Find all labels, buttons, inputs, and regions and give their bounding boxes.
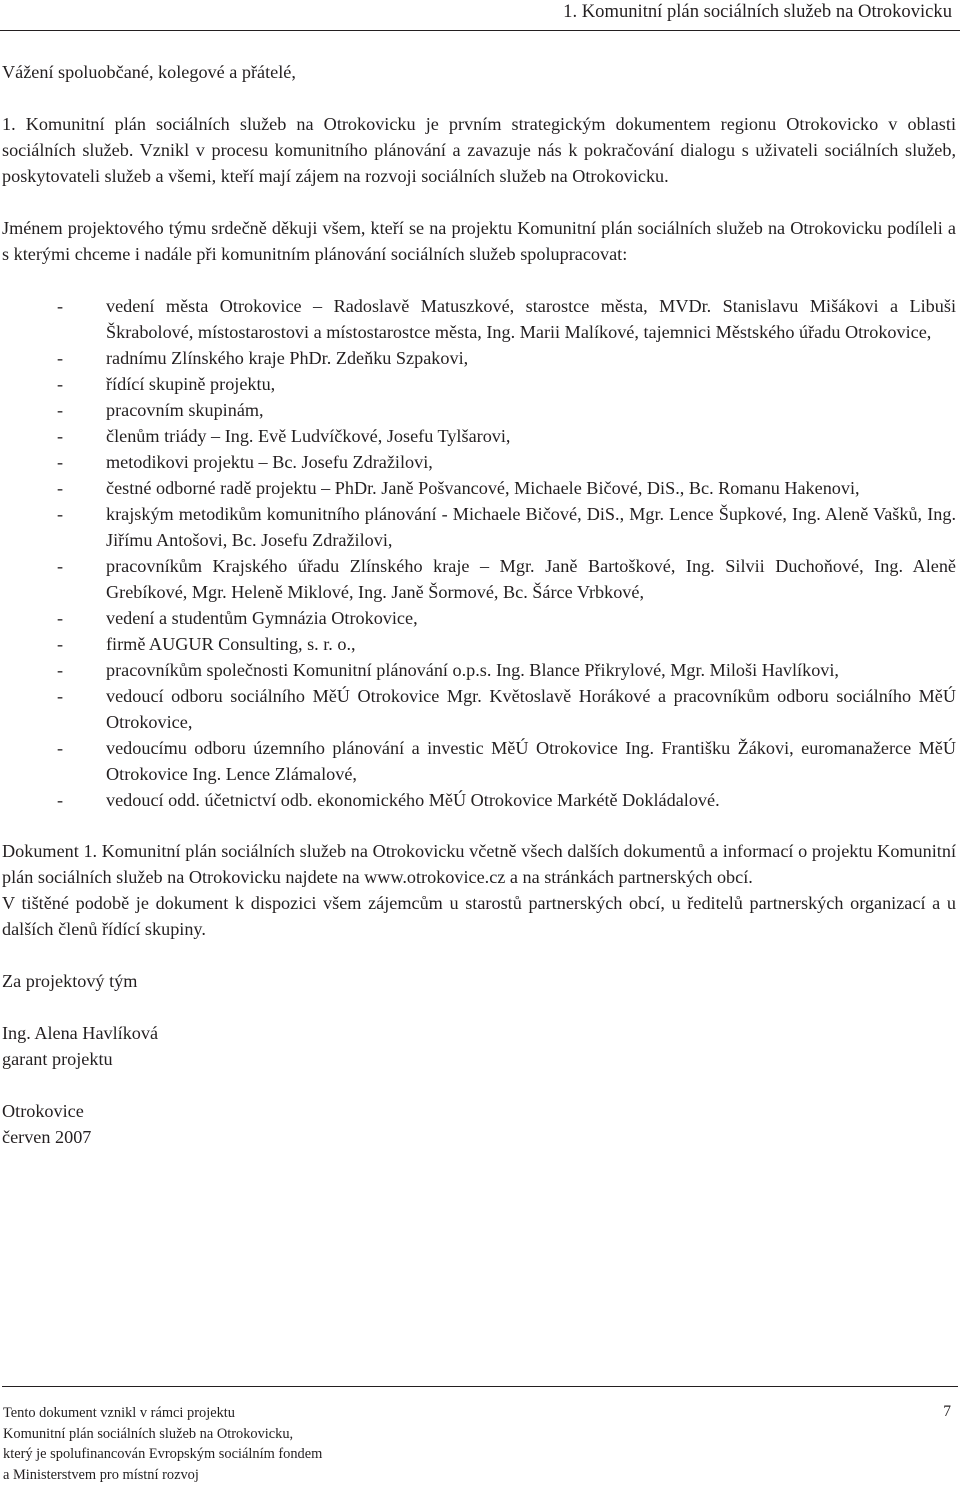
list-dash: - bbox=[57, 660, 64, 680]
document-info bbox=[2, 838, 956, 942]
list-item bbox=[2, 475, 956, 501]
list-item bbox=[2, 787, 956, 813]
list-item-text: vedoucí odboru sociálního MěÚ Otrokovice Mgr. Květoslavě Horákové a pracovníkům odboru sociálního MěÚ Otrokovice, bbox=[106, 686, 956, 732]
thanks-paragraph: Jménem projektového týmu srdečně děkuji všem, kteří se na projektu Komunitní plán sociálních služeb na Otrokovicku podíleli a s kterými chceme i nadále při komunitním plánování sociálních služeb spolupracovat: bbox=[2, 218, 956, 264]
acknowledgement-list bbox=[2, 293, 956, 813]
list-item bbox=[2, 553, 956, 605]
list-item bbox=[2, 683, 956, 735]
document-info-paragraph: Dokument 1. Komunitní plán sociálních služeb na Otrokovicku včetně všech dalších dokumentů a informací o projektu Komunitní plán sociálních služeb na Otrokovicku najdete na www.otrokovice.cz a na stránkách partnerských obcí. bbox=[2, 841, 956, 887]
list-item-text: vedení města Otrokovice – Radoslavě Matuszkové, starostce města, MVDr. Stanislavu Mišákovi a Libuši Škrabolové, místostarostovi a místostarostce města, Ing. Marii Malíkové, tajemnici Městského úřadu Otrokovice, bbox=[106, 296, 956, 342]
list-item-text: vedoucímu odboru územního plánování a investic MěÚ Otrokovice Ing. Františku Žákovi, euromanažerce MěÚ Otrokovice Ing. Lence Zlámalové, bbox=[106, 738, 956, 784]
list-dash: - bbox=[57, 296, 64, 316]
list-dash: - bbox=[57, 452, 64, 472]
footer-line: Tento dokument vznikl v rámci projektu bbox=[3, 1405, 235, 1421]
list-item bbox=[2, 501, 956, 553]
closing-line: Za projektový tým bbox=[2, 971, 138, 991]
list-dash: - bbox=[57, 348, 64, 368]
list-item-text: vedení a studentům Gymnázia Otrokovice, bbox=[106, 608, 418, 628]
list-dash: - bbox=[57, 400, 64, 420]
signer-name: Ing. Alena Havlíková bbox=[2, 1023, 159, 1043]
list-dash: - bbox=[57, 608, 64, 628]
letter-body bbox=[2, 59, 956, 1150]
list-dash: - bbox=[57, 504, 64, 524]
list-item bbox=[2, 631, 956, 657]
page-footer bbox=[3, 1403, 955, 1485]
list-item-text: metodikovi projektu – Bc. Josefu Zdražilovi, bbox=[106, 452, 433, 472]
list-dash: - bbox=[57, 374, 64, 394]
list-item-text: pracovníkům Krajského úřadu Zlínského kraje – Mgr. Janě Bartoškové, Ing. Silvii Duchoňové, Ing. Aleně Grebíkové, Mgr. Heleně Miklové, Ing. Janě Šormové, Bc. Šárce Vrbkové, bbox=[106, 556, 956, 602]
list-item-text: čestné odborné radě projektu – PhDr. Janě Pošvancové, Michaele Bičové, DiS., Bc. Romanu Hakenovi, bbox=[106, 478, 860, 498]
list-item bbox=[2, 345, 956, 371]
page-number: 7 bbox=[943, 1403, 951, 1420]
list-dash: - bbox=[57, 790, 64, 810]
list-item-text: vedoucí odd. účetnictví odb. ekonomického MěÚ Otrokovice Markétě Dokládalové. bbox=[106, 790, 720, 810]
footer-line: a Ministerstvem pro místní rozvoj bbox=[3, 1466, 199, 1483]
list-item-text: pracovním skupinám, bbox=[106, 400, 264, 420]
list-item-text: krajským metodikům komunitního plánování - Michaele Bičové, DiS., Mgr. Lence Šupkové, Ing. Aleně Vašků, Ing. Jiřímu Antošovi, Bc. Josefu Zdražilovi, bbox=[106, 504, 956, 550]
list-dash: - bbox=[57, 426, 64, 446]
header-title: 1. Komunitní plán sociálních služeb na Otrokovicku bbox=[563, 1, 952, 22]
list-item-text: členům triády – Ing. Evě Ludvíčkové, Josefu Tylšarovi, bbox=[106, 426, 511, 446]
list-item bbox=[2, 397, 956, 423]
place: Otrokovice bbox=[2, 1101, 84, 1121]
list-item bbox=[2, 735, 956, 787]
list-dash: - bbox=[57, 738, 64, 758]
list-item bbox=[2, 423, 956, 449]
list-item-text: řídící skupině projektu, bbox=[106, 374, 276, 394]
page-header bbox=[0, 0, 960, 31]
list-item bbox=[2, 293, 956, 345]
footer-line: který je spolufinancován Evropským sociálním fondem bbox=[3, 1446, 323, 1462]
greeting: Vážení spoluobčané, kolegové a přátelé, bbox=[2, 62, 296, 82]
list-dash: - bbox=[57, 686, 64, 706]
list-dash: - bbox=[57, 556, 64, 576]
intro-paragraph: 1. Komunitní plán sociálních služeb na Otrokovicku je prvním strategickým dokumentem regionu Otrokovicko v oblasti sociálních služeb. Vznikl v procesu komunitního plánování a zavazuje nás k pokračování dialogu s uživateli sociálních služeb, poskytovateli služeb a všemi, kteří mají zájem na rozvoji sociálních služeb na Otrokovicku. bbox=[2, 114, 956, 186]
list-item-text: radnímu Zlínského kraje PhDr. Zdeňku Szpakovi, bbox=[106, 348, 469, 368]
list-item-text: firmě AUGUR Consulting, s. r. o., bbox=[106, 634, 356, 654]
list-item bbox=[2, 449, 956, 475]
date: červen 2007 bbox=[2, 1127, 92, 1147]
footer-line: Komunitní plán sociálních služeb na Otrokovicku, bbox=[3, 1425, 294, 1442]
footer-divider bbox=[2, 1386, 958, 1387]
list-item bbox=[2, 371, 956, 397]
list-item bbox=[2, 605, 956, 631]
availability-paragraph: V tištěné podobě je dokument k dispozici všem zájemcům u starostů partnerských obcí, u ředitelů partnerských organizací a u dalších členů řídící skupiny. bbox=[2, 893, 956, 939]
signer-role: garant projektu bbox=[2, 1049, 113, 1069]
list-dash: - bbox=[57, 634, 64, 654]
list-item bbox=[2, 657, 956, 683]
list-item-text: pracovníkům společnosti Komunitní plánování o.p.s. Ing. Blance Přikrylové, Mgr. Miloši Havlíkovi, bbox=[106, 660, 839, 680]
list-dash: - bbox=[57, 478, 64, 498]
